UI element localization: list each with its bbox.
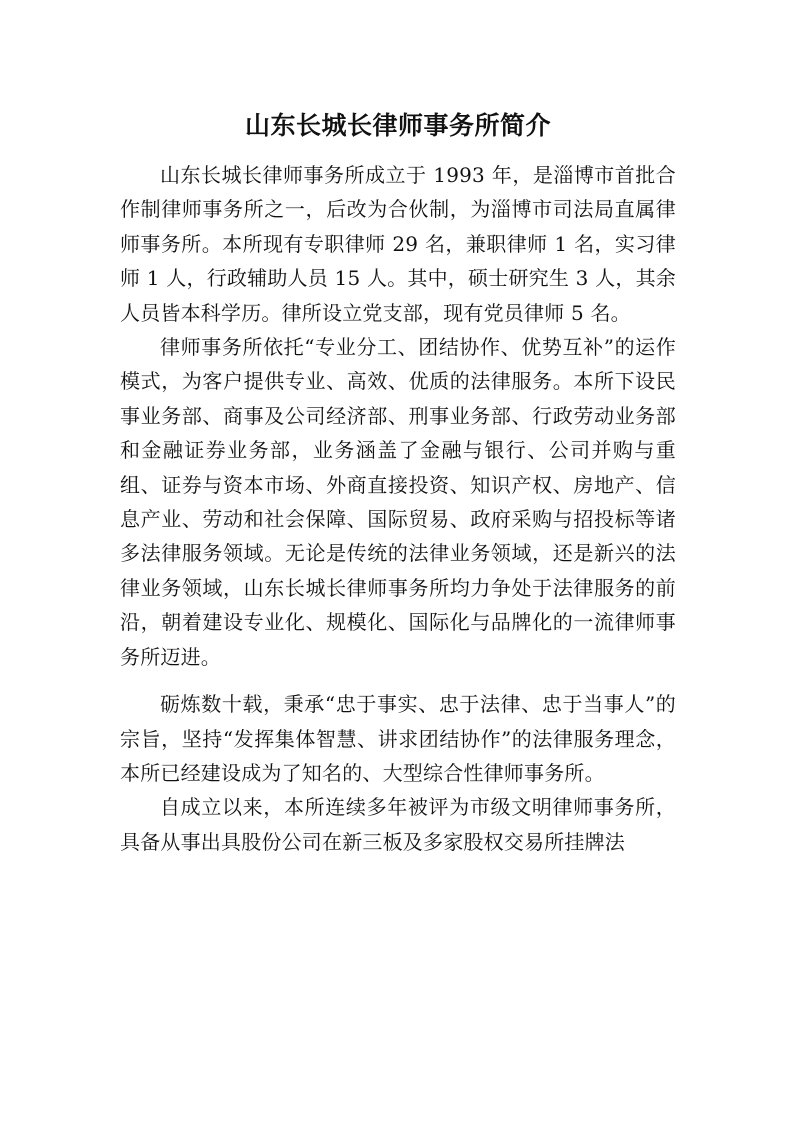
paragraph-operations: 律师事务所依托“专业分工、团结协作、优势互补”的运作模式，为客户提供专业、高效、优质的法律服务。本所下设民事业务部、商事及公司经济部、刑事业务部、行政劳动业务部和金融证券业务部，业务涵盖了金融与银行、公司并购与重组、证券与资本市场、外商直接投资、知识产权、房地产、信息产业、劳动和社会保障、国际贸易、政府采购与招投标等诸多法律服务领域。无论是传统的法律业务领域，还是新兴的法律业务领域，山东长城长律师事务所均力争处于法律服务的前沿，朝着建设专业化、规模化、国际化与品牌化的一流律师事务所迈进。: [120, 335, 676, 669]
paragraph-honors: 自成立以来，本所连续多年被评为市级文明律师事务所，具备从事出具股份公司在新三板及多家股权交易所挂牌法: [120, 795, 676, 854]
document-title: 山东长城长律师事务所简介: [244, 111, 551, 140]
paragraph-founding: 山东长城长律师事务所成立于 1993 年，是淄博市首批合作制律师事务所之一，后改为合伙制，为淄博市司法局直属律师事务所。本所现有专职律师 29 名，兼职律师 1 名，实习律师 1 人，行政辅助人员 15 人。其中，硕士研究生 3 人，其余人员皆本科学历。律所设立党支部，现有党员律师 5 名。: [120, 163, 676, 325]
document-page: [120, 108, 676, 859]
paragraph-philosophy: 砺炼数十载，秉承“忠于事实、忠于法律、忠于当事人”的宗旨，坚持“发挥集体智慧、讲求团结协作”的法律服务理念，本所已经建设成为了知名的、大型综合性律师事务所。: [120, 692, 676, 785]
